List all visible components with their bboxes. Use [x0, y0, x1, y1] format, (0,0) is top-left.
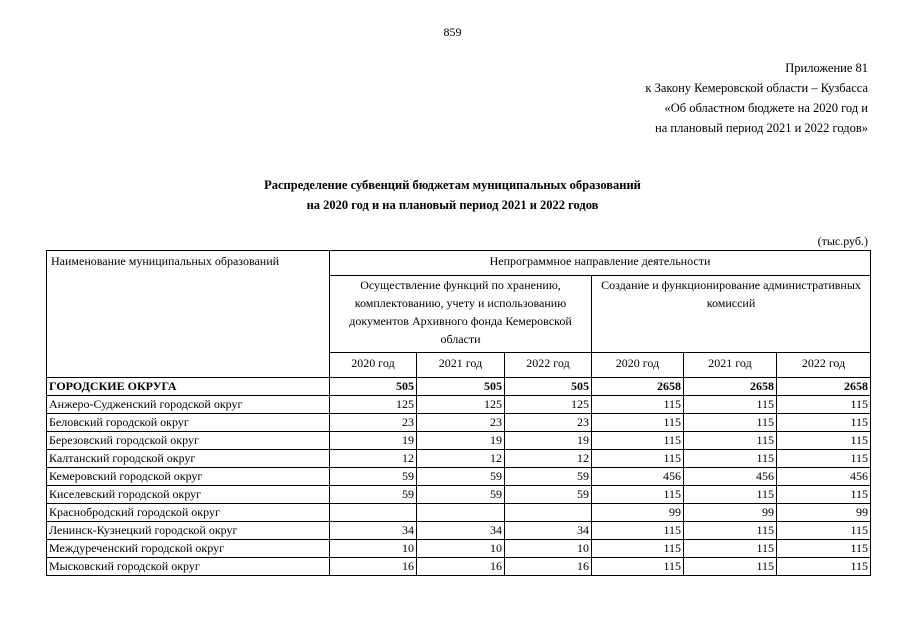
- cell-value: 115: [592, 558, 684, 576]
- year-header: 2020 год: [330, 353, 417, 378]
- cell-value: 10: [417, 540, 505, 558]
- cell-value: 115: [592, 450, 684, 468]
- budget-table: [46, 250, 871, 576]
- cell-value: 115: [592, 486, 684, 504]
- cell-value: 125: [417, 396, 505, 414]
- cell-value: 456: [777, 468, 871, 486]
- row-name: ГОРОДСКИЕ ОКРУГА: [47, 378, 330, 396]
- cell-value: 115: [592, 414, 684, 432]
- total-row: [47, 378, 871, 396]
- cell-value: 115: [684, 396, 777, 414]
- year-header: 2022 год: [505, 353, 592, 378]
- cell-value: 115: [777, 540, 871, 558]
- cell-value: 115: [684, 558, 777, 576]
- cell-value: 115: [777, 414, 871, 432]
- cell-value: 59: [330, 486, 417, 504]
- cell-value: 125: [505, 396, 592, 414]
- cell-value: 34: [330, 522, 417, 540]
- cell-value: 16: [330, 558, 417, 576]
- appendix-line: на плановый период 2021 и 2022 годов»: [655, 121, 868, 135]
- year-header: 2021 год: [684, 353, 777, 378]
- year-header: 2021 год: [417, 353, 505, 378]
- cell-value: 2658: [684, 378, 777, 396]
- row-name: Киселевский городской округ: [47, 486, 330, 504]
- cell-value: 12: [505, 450, 592, 468]
- cell-value: 505: [330, 378, 417, 396]
- cell-value: 59: [505, 486, 592, 504]
- cell-value: 505: [417, 378, 505, 396]
- cell-value: 125: [330, 396, 417, 414]
- title-line: Распределение субвенций бюджетам муниципальных образований: [264, 178, 641, 192]
- table-row: [47, 540, 871, 558]
- cell-value: 99: [684, 504, 777, 522]
- table-row: [47, 504, 871, 522]
- cell-value: 115: [777, 432, 871, 450]
- table-row: [47, 522, 871, 540]
- cell-value: 59: [505, 468, 592, 486]
- table-row: [47, 414, 871, 432]
- cell-value: 456: [592, 468, 684, 486]
- row-name: Беловский городской округ: [47, 414, 330, 432]
- cell-value: 59: [330, 468, 417, 486]
- cell-value: 115: [592, 396, 684, 414]
- cell-value: 23: [417, 414, 505, 432]
- cell-value: 115: [777, 396, 871, 414]
- table-row: [47, 396, 871, 414]
- column-header-name: Наименование муниципальных образований: [47, 251, 330, 378]
- cell-value: 115: [777, 558, 871, 576]
- cell-value: 34: [417, 522, 505, 540]
- row-name: Кемеровский городской округ: [47, 468, 330, 486]
- cell-value: 99: [592, 504, 684, 522]
- cell-value: 99: [777, 504, 871, 522]
- cell-value: 34: [505, 522, 592, 540]
- cell-value: 115: [592, 540, 684, 558]
- cell-value: 10: [330, 540, 417, 558]
- table-row: [47, 450, 871, 468]
- cell-value: 115: [684, 486, 777, 504]
- cell-value: 115: [684, 414, 777, 432]
- row-name: Анжеро-Судженский городской округ: [47, 396, 330, 414]
- group-header: Непрограммное направление деятельности: [330, 251, 871, 276]
- cell-value: 115: [777, 450, 871, 468]
- cell-value: 12: [417, 450, 505, 468]
- cell-value: 19: [417, 432, 505, 450]
- row-name: Мысковский городской округ: [47, 558, 330, 576]
- appendix-line: Приложение 81: [785, 61, 868, 75]
- appendix-note: [645, 58, 868, 138]
- row-name: Междуреченский городской округ: [47, 540, 330, 558]
- cell-value: 10: [505, 540, 592, 558]
- cell-value: 115: [684, 450, 777, 468]
- year-header: 2022 год: [777, 353, 871, 378]
- sub-header-commissions: Создание и функционирование административных комиссий: [592, 276, 871, 353]
- cell-value: 23: [505, 414, 592, 432]
- cell-value: 505: [505, 378, 592, 396]
- cell-value: 115: [592, 432, 684, 450]
- cell-value: 2658: [777, 378, 871, 396]
- page-number: 859: [443, 25, 462, 39]
- cell-value: 59: [417, 486, 505, 504]
- table-row: [47, 432, 871, 450]
- cell-value: 115: [592, 522, 684, 540]
- cell-value: 115: [777, 486, 871, 504]
- row-name: Краснобродский городской округ: [47, 504, 330, 522]
- cell-value: 115: [684, 522, 777, 540]
- cell-value: 2658: [592, 378, 684, 396]
- units-label: (тыс.руб.): [817, 234, 868, 248]
- cell-value: [505, 504, 592, 522]
- title-line: на 2020 год и на плановый период 2021 и 2022 годов: [306, 198, 599, 212]
- cell-value: 16: [417, 558, 505, 576]
- cell-value: 115: [684, 432, 777, 450]
- sub-header-archive: Осуществление функций по хранению, комплектованию, учету и использованию документов Архивного фонда Кемеровской области: [330, 276, 592, 353]
- cell-value: 456: [684, 468, 777, 486]
- document-title: [0, 175, 905, 215]
- appendix-line: «Об областном бюджете на 2020 год и: [664, 101, 868, 115]
- cell-value: 23: [330, 414, 417, 432]
- cell-value: [417, 504, 505, 522]
- appendix-line: к Закону Кемеровской области – Кузбасса: [645, 81, 868, 95]
- cell-value: 115: [684, 540, 777, 558]
- table-row: [47, 558, 871, 576]
- cell-value: 19: [505, 432, 592, 450]
- cell-value: 19: [330, 432, 417, 450]
- cell-value: 16: [505, 558, 592, 576]
- cell-value: [330, 504, 417, 522]
- row-name: Березовский городской округ: [47, 432, 330, 450]
- cell-value: 59: [417, 468, 505, 486]
- table-row: [47, 486, 871, 504]
- cell-value: 12: [330, 450, 417, 468]
- row-name: Калтанский городской округ: [47, 450, 330, 468]
- table-row: [47, 468, 871, 486]
- year-header: 2020 год: [592, 353, 684, 378]
- row-name: Ленинск-Кузнецкий городской округ: [47, 522, 330, 540]
- cell-value: 115: [777, 522, 871, 540]
